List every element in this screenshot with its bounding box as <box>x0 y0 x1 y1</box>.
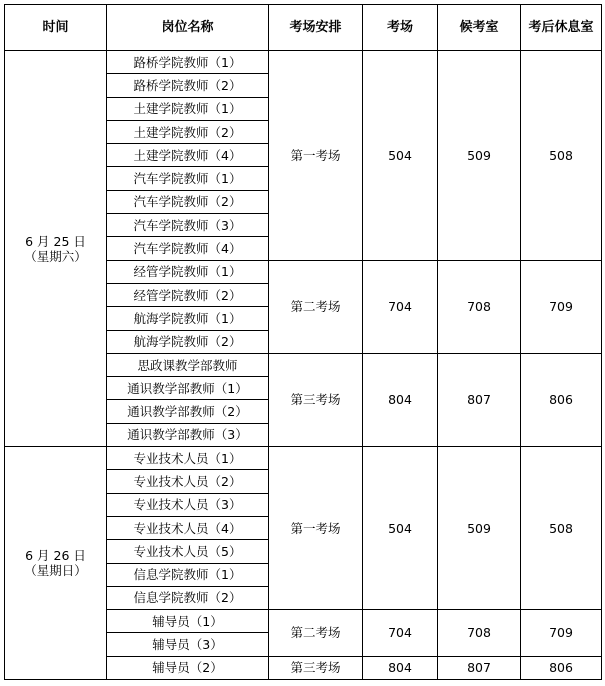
rest-room-cell: 709 <box>521 610 602 657</box>
position-name-cell: 经管学院教师（1） <box>107 260 269 283</box>
rest-room-cell: 806 <box>521 353 602 446</box>
room-cell: 704 <box>363 610 438 657</box>
position-name-cell: 土建学院教师（2） <box>107 120 269 143</box>
header-waiting-room: 候考室 <box>438 5 521 51</box>
header-rest-room: 考后休息室 <box>521 5 602 51</box>
date-text: 6 月 26 日 <box>25 548 86 564</box>
header-arrangement: 考场安排 <box>269 5 363 51</box>
position-name-cell: 土建学院教师（1） <box>107 97 269 120</box>
waiting-room-cell: 708 <box>438 610 521 657</box>
position-name-cell: 辅导员（3） <box>107 633 269 656</box>
position-name-cell: 通识教学部教师（3） <box>107 423 269 446</box>
position-name-cell: 汽车学院教师（4） <box>107 237 269 260</box>
table-row <box>5 51 602 74</box>
position-name-cell: 通识教学部教师（1） <box>107 377 269 400</box>
arrangement-cell: 第三考场 <box>269 656 363 679</box>
position-name-cell: 专业技术人员（5） <box>107 540 269 563</box>
position-name-cell: 信息学院教师（1） <box>107 563 269 586</box>
position-name-cell: 路桥学院教师（2） <box>107 74 269 97</box>
date-text: 6 月 25 日 <box>25 233 86 249</box>
waiting-room-cell: 807 <box>438 353 521 446</box>
waiting-room-cell: 509 <box>438 447 521 610</box>
position-name-cell: 土建学院教师（4） <box>107 144 269 167</box>
date-cell <box>5 51 107 447</box>
position-name-cell: 思政课教学部教师 <box>107 353 269 376</box>
position-name-cell: 辅导员（2） <box>107 656 269 679</box>
waiting-room-cell: 509 <box>438 51 521 261</box>
position-name-cell: 路桥学院教师（1） <box>107 51 269 74</box>
position-name-cell: 汽车学院教师（2） <box>107 190 269 213</box>
weekday-text: （星期日） <box>24 563 87 579</box>
weekday-text: （星期六） <box>24 248 87 264</box>
position-name-cell: 专业技术人员（1） <box>107 447 269 470</box>
waiting-room-cell: 807 <box>438 656 521 679</box>
position-name-cell: 汽车学院教师（1） <box>107 167 269 190</box>
position-name-cell: 通识教学部教师（2） <box>107 400 269 423</box>
header-room: 考场 <box>363 5 438 51</box>
arrangement-cell: 第二考场 <box>269 260 363 353</box>
header-row <box>5 5 602 51</box>
arrangement-cell: 第一考场 <box>269 447 363 610</box>
position-name-cell: 专业技术人员（3） <box>107 493 269 516</box>
table-row <box>5 447 602 470</box>
rest-room-cell: 709 <box>521 260 602 353</box>
arrangement-cell: 第三考场 <box>269 353 363 446</box>
room-cell: 804 <box>363 353 438 446</box>
header-position: 岗位名称 <box>107 5 269 51</box>
room-cell: 504 <box>363 447 438 610</box>
rest-room-cell: 508 <box>521 447 602 610</box>
position-name-cell: 汽车学院教师（3） <box>107 214 269 237</box>
room-cell: 504 <box>363 51 438 261</box>
exam-schedule-table <box>4 4 602 680</box>
header-time: 时间 <box>5 5 107 51</box>
position-name-cell: 辅导员（1） <box>107 610 269 633</box>
rest-room-cell: 806 <box>521 656 602 679</box>
arrangement-cell: 第二考场 <box>269 610 363 657</box>
position-name-cell: 专业技术人员（2） <box>107 470 269 493</box>
date-cell <box>5 447 107 680</box>
arrangement-cell: 第一考场 <box>269 51 363 261</box>
room-cell: 804 <box>363 656 438 679</box>
rest-room-cell: 508 <box>521 51 602 261</box>
position-name-cell: 航海学院教师（1） <box>107 307 269 330</box>
position-name-cell: 信息学院教师（2） <box>107 586 269 609</box>
table-body <box>5 51 602 680</box>
position-name-cell: 经管学院教师（2） <box>107 283 269 306</box>
waiting-room-cell: 708 <box>438 260 521 353</box>
position-name-cell: 专业技术人员（4） <box>107 516 269 539</box>
room-cell: 704 <box>363 260 438 353</box>
position-name-cell: 航海学院教师（2） <box>107 330 269 353</box>
